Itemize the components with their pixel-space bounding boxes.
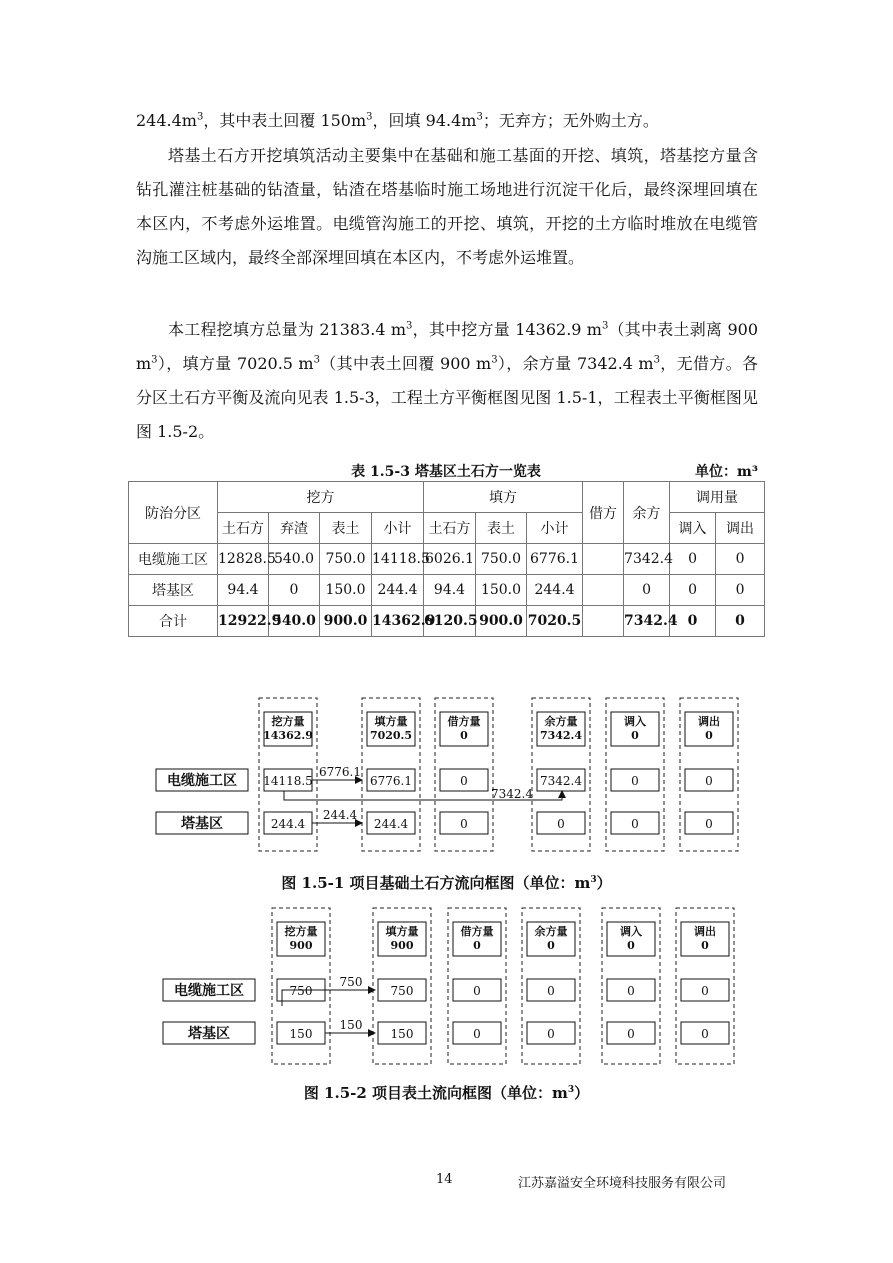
- header-box-label: 填方量: [374, 715, 408, 728]
- table-cell: 6776.1: [527, 544, 583, 575]
- table-cell: 750.0: [476, 544, 527, 575]
- table-caption: [128, 461, 764, 481]
- table-cell: 0: [624, 575, 670, 606]
- zone-cell: 塔基区: [129, 575, 218, 606]
- flow-label: 244.4: [322, 808, 358, 822]
- header-box-label: 填方量: [385, 925, 419, 938]
- header-cut-spoil: 弃渣: [269, 513, 320, 544]
- earthwork-flow-diagram: [0, 690, 893, 860]
- value-box-label: 0: [631, 817, 639, 831]
- company-name: 江苏嘉溢安全环境科技服务有限公司: [518, 1176, 727, 1191]
- paragraph-2: 塔基土石方开挖填筑活动主要集中在基础和施工基面的开挖、填筑，塔基挖方量含钻孔灌注桩基础的钻渣量，钻渣在塔基临时施工场地进行沉淀干化后，最终深埋回填在本区内，不考虑外运堆置。电缆管沟施工的开挖、填筑，开挖的土方临时堆放在电缆管沟施工区域内，最终全部深埋回填在本区内，不考虑外运堆置。: [136, 146, 758, 267]
- header-box-value: 0: [631, 729, 639, 742]
- value-box-label: 0: [705, 774, 713, 788]
- header-box-value: 900: [289, 939, 313, 952]
- topsoil-flow-diagram: [0, 902, 893, 1072]
- header-box-label: 余方量: [544, 715, 578, 728]
- table-cell: 150.0: [476, 575, 527, 606]
- value-box-label: 0: [547, 984, 555, 998]
- value-box-label: 0: [473, 1027, 481, 1041]
- header-box-value: 7342.4: [539, 729, 583, 742]
- header-borrow: 借方: [583, 482, 624, 544]
- table-header-row-1: [129, 482, 765, 513]
- header-box-label: 调出: [694, 925, 716, 938]
- zone-label: 塔基区: [181, 816, 223, 832]
- table-header-row-2: [129, 513, 765, 544]
- table-cell: 0: [670, 606, 716, 637]
- header-zone: 防治分区: [129, 482, 218, 544]
- header-box-label: 挖方量: [284, 925, 318, 938]
- header-transfer-out: 调出: [716, 513, 765, 544]
- header-fill-subtotal: 小计: [527, 513, 583, 544]
- table-cell: 244.4: [527, 575, 583, 606]
- header-fill: 填方: [424, 482, 583, 513]
- zone-cell: 电缆施工区: [129, 544, 218, 575]
- table-cell: 0: [716, 606, 765, 637]
- figure-2-caption: 图 1.5-2 项目表土流向框图（单位：$m^3$）: [303, 1084, 590, 1102]
- header-box-value: 0: [705, 729, 713, 742]
- zone-label: 电缆施工区: [167, 773, 237, 789]
- table-cell: [583, 606, 624, 637]
- table-cell: 0: [716, 544, 765, 575]
- value-box-label: 0: [705, 817, 713, 831]
- header-box-label: 调入: [620, 925, 642, 938]
- table-cell: 150.0: [320, 575, 372, 606]
- value-box-label: 14118.5: [263, 774, 313, 788]
- table-cell: 94.4: [218, 575, 269, 606]
- value-box-label: 0: [627, 1027, 635, 1041]
- value-box-label: 0: [547, 1027, 555, 1041]
- table-cell: 6026.1: [424, 544, 476, 575]
- header-surplus: 余方: [624, 482, 670, 544]
- header-box-label: 调出: [698, 715, 720, 728]
- header-cut: 挖方: [218, 482, 424, 513]
- header-transfer: 调用量: [670, 482, 765, 513]
- value-box-label: 0: [631, 774, 639, 788]
- value-box-label: 150: [289, 1027, 313, 1041]
- earthwork-table: [128, 481, 765, 637]
- table-cell: 540.0: [269, 544, 320, 575]
- value-box-label: 750: [289, 984, 313, 998]
- header-box-label: 余方量: [534, 925, 568, 938]
- table-cell: [583, 575, 624, 606]
- table-total-row: [129, 606, 765, 637]
- table-cell: 14362.9: [372, 606, 424, 637]
- table-cell: 244.4: [372, 575, 424, 606]
- header-box-label: 挖方量: [271, 715, 305, 728]
- table-cell: 6120.5: [424, 606, 476, 637]
- value-box-label: 244.4: [373, 817, 409, 831]
- table-cell: 0: [269, 575, 320, 606]
- value-box-label: 0: [701, 984, 709, 998]
- zone-cell: 合计: [129, 606, 218, 637]
- header-box-value: 7020.5: [369, 729, 413, 742]
- header-cut-earth: 土石方: [218, 513, 269, 544]
- value-box-label: 0: [627, 984, 635, 998]
- table-title: 表 1.5-3 塔基区土石方一览表: [351, 464, 541, 480]
- value-box-label: 6776.1: [370, 774, 412, 788]
- table-cell: 900.0: [476, 606, 527, 637]
- table-cell: 14118.5: [372, 544, 424, 575]
- table-cell: 12828.5: [218, 544, 269, 575]
- value-box-label: 0: [460, 774, 468, 788]
- header-box-label: 调入: [624, 715, 646, 728]
- header-transfer-in: 调入: [670, 513, 716, 544]
- table-cell: 0: [716, 575, 765, 606]
- value-box-label: 0: [557, 817, 565, 831]
- page-number: 14: [436, 1172, 453, 1187]
- flow-label: 6776.1: [319, 765, 361, 779]
- table-cell: 0: [670, 544, 716, 575]
- table-cell: 0: [670, 575, 716, 606]
- header-box-value: 0: [627, 939, 635, 952]
- table-row: [129, 575, 765, 606]
- header-box-value: 900: [390, 939, 414, 952]
- flow-label: 750: [339, 975, 363, 989]
- table-cell: 7020.5: [527, 606, 583, 637]
- table-cell: 7342.4: [624, 606, 670, 637]
- value-box-label: 244.4: [270, 817, 306, 831]
- zone-label: 电缆施工区: [174, 983, 244, 999]
- value-box-label: 0: [701, 1027, 709, 1041]
- value-box-label: 150: [390, 1027, 414, 1041]
- table-cell: 12922.9: [218, 606, 269, 637]
- table-row: [129, 544, 765, 575]
- header-cut-subtotal: 小计: [372, 513, 424, 544]
- paragraph-3: 本工程挖填方总量为 21383.4 $m^3$，其中挖方量 14362.9 $m^3$（其中表土剥离 900 $m^3$），填方量 7020.5 $m^3$（其中表土回覆 900 $m^3$），余方量 7342.4 $m^3$，无借方。各分区土石方平衡及流向见表 1.5-3，工程土方平衡框图见图 1.5-1，工程表土平衡框图见图 1.5-2。: [136, 320, 758, 441]
- value-box-label: 750: [390, 984, 414, 998]
- flow-label: 7342.4: [491, 787, 533, 801]
- table-unit: 单位：m³: [695, 464, 758, 480]
- table-cell: 900.0: [320, 606, 372, 637]
- table-cell: 750.0: [320, 544, 372, 575]
- value-box-label: 0: [460, 817, 468, 831]
- header-box-value: 0: [473, 939, 481, 952]
- header-box-label: 借方量: [460, 925, 494, 938]
- header-fill-earth: 土石方: [424, 513, 476, 544]
- table-cell: 540.0: [269, 606, 320, 637]
- figure-1-caption: 图 1.5-1 项目基础土石方流向框图（单位：$m^3$）: [281, 874, 612, 892]
- table-cell: 7342.4: [624, 544, 670, 575]
- table-cell: 94.4: [424, 575, 476, 606]
- header-fill-topsoil: 表土: [476, 513, 527, 544]
- flow-label: 150: [339, 1018, 363, 1032]
- header-box-value: 14362.9: [263, 729, 313, 742]
- value-box-label: 7342.4: [540, 774, 582, 788]
- header-box-label: 借方量: [447, 715, 481, 728]
- header-box-value: 0: [701, 939, 709, 952]
- paragraph-1: $244.4m^3$，其中表土回覆 $150m^3$，回填 $94.4m^3$；无弃方；无外购土方。: [136, 111, 659, 130]
- header-cut-topsoil: 表土: [320, 513, 372, 544]
- header-box-value: 0: [547, 939, 555, 952]
- table-cell: [583, 544, 624, 575]
- value-box-label: 0: [473, 984, 481, 998]
- zone-label: 塔基区: [188, 1026, 230, 1042]
- header-box-value: 0: [460, 729, 468, 742]
